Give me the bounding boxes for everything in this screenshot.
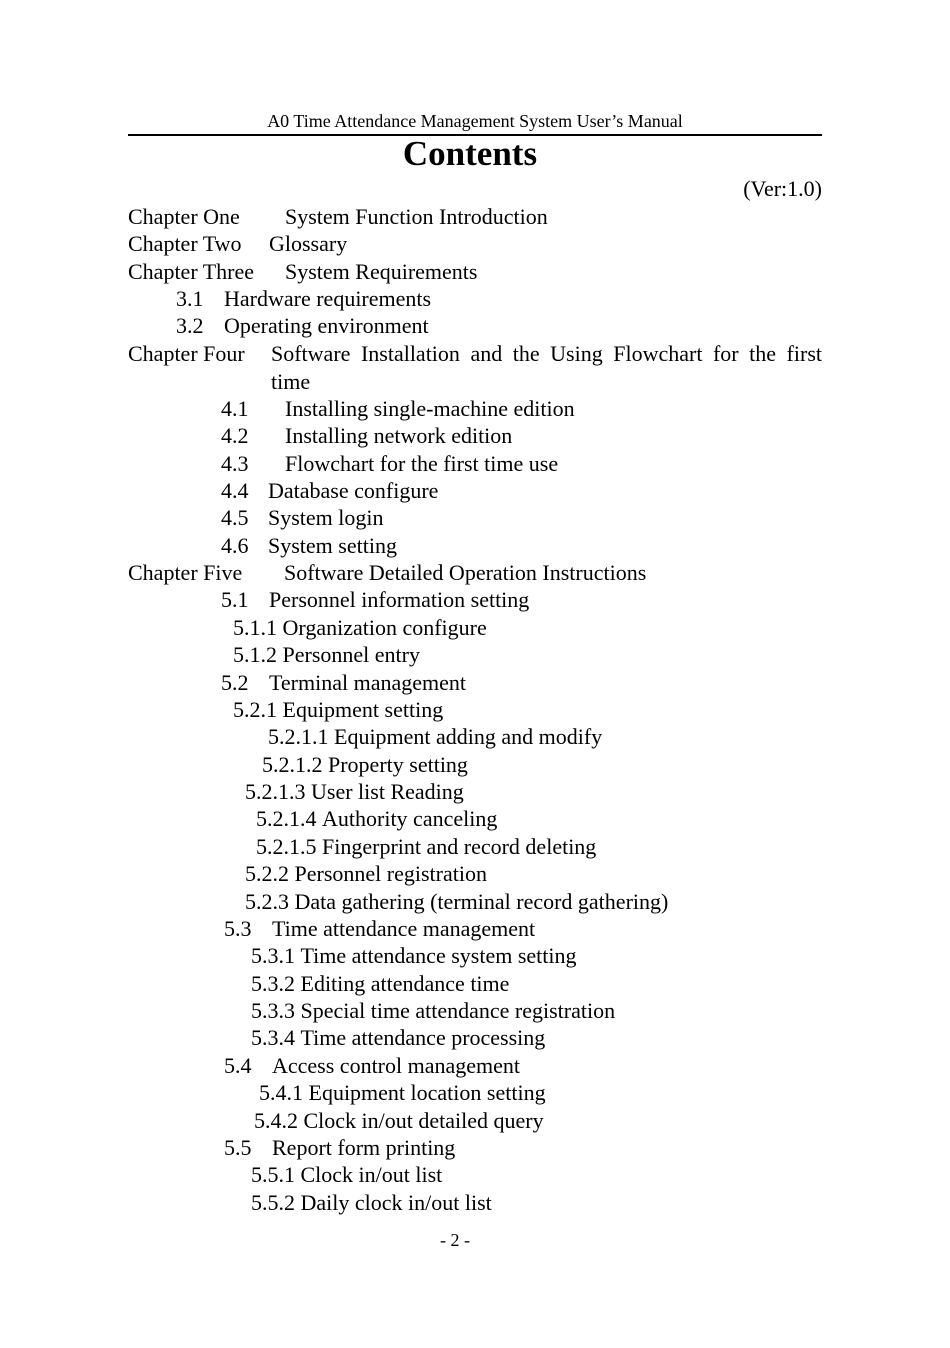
- toc-entry-title: Equipment setting: [282, 697, 444, 722]
- toc-entry-5-1-1[interactable]: [233, 615, 487, 641]
- toc-entry-5-2-1-5[interactable]: [256, 834, 596, 860]
- toc-entry-label: Chapter One: [128, 204, 240, 229]
- toc-entry-4-2[interactable]: [221, 423, 513, 449]
- toc-entry-5-2-1[interactable]: [233, 697, 443, 723]
- toc-entry-label: 4.5: [221, 505, 249, 530]
- toc-entry-title: Equipment location setting: [308, 1080, 546, 1105]
- toc-entry-label: 5.2.1.5: [256, 834, 317, 859]
- toc-entry-label: 5.2.1.4: [256, 806, 317, 831]
- toc-entry-title: System setting: [268, 533, 397, 558]
- toc-entry-5-2-1-4[interactable]: [256, 806, 497, 832]
- toc-entry-title: Property setting: [328, 752, 468, 777]
- toc-entry-chapter-one[interactable]: [128, 204, 548, 230]
- toc-entry-label: 5.3.1: [251, 943, 295, 968]
- toc-entry-title: System Requirements: [285, 259, 478, 284]
- toc-entry-label: Chapter Three: [128, 259, 255, 284]
- toc-entry-label: 4.1: [221, 396, 249, 421]
- toc-entry-chapter-two[interactable]: [128, 231, 348, 257]
- version-label: (Ver:1.0): [743, 176, 822, 201]
- toc-entry-title: Access control management: [272, 1053, 521, 1078]
- toc-entry-label: 5.4.2: [254, 1108, 298, 1133]
- toc-entry-5-2-1-3[interactable]: [245, 779, 464, 805]
- toc-entry-label: 5.5.2: [251, 1190, 295, 1215]
- toc-entry-5-3[interactable]: [224, 916, 536, 942]
- toc-entry-title: Operating environment: [224, 313, 429, 338]
- toc-entry-label: 5.4: [224, 1053, 252, 1078]
- toc-entry-label: 5.2: [221, 670, 249, 695]
- toc-entry-label: 5.5: [224, 1135, 252, 1160]
- toc-entry-title: Data gathering (terminal record gathering): [294, 889, 669, 914]
- toc-entry-label: 5.1: [221, 587, 249, 612]
- toc-entry-title: Daily clock in/out list: [300, 1190, 492, 1215]
- toc-entry-title: Special time attendance registration: [300, 998, 616, 1023]
- toc-entry-title: Time attendance system setting: [300, 943, 577, 968]
- toc-entry-label: 3.2: [176, 313, 204, 338]
- toc-entry-label: 5.4.1: [259, 1080, 303, 1105]
- toc-entry-label: 4.4: [221, 478, 249, 503]
- toc-entry-title: Authority canceling: [322, 806, 498, 831]
- toc-entry-label: 5.5.1: [251, 1162, 295, 1187]
- toc-entry-5-2-2[interactable]: [245, 861, 487, 887]
- toc-entry-5-2-1-2[interactable]: [262, 752, 468, 778]
- toc-entry-title: Personnel registration: [294, 861, 487, 886]
- toc-entry-5-5-2[interactable]: [251, 1190, 492, 1216]
- toc-entry-title: Terminal management: [269, 670, 466, 695]
- toc-entry-title: Hardware requirements: [224, 286, 432, 311]
- toc-entry-label: 5.2.2: [245, 861, 289, 886]
- toc-entry-label: 5.3.4: [251, 1025, 295, 1050]
- toc-entry-5-4[interactable]: [224, 1053, 521, 1079]
- toc-entry-title: Personnel information setting: [269, 587, 530, 612]
- toc-entry-label: 5.2.1.1: [268, 724, 329, 749]
- toc-entry-title: Time attendance processing: [300, 1025, 546, 1050]
- toc-entry-label: 5.1.2: [233, 642, 277, 667]
- toc-entry-label: Chapter Five: [128, 560, 243, 585]
- toc-entry-5-3-1[interactable]: [251, 943, 576, 969]
- toc-entry-title: Editing attendance time: [300, 971, 510, 996]
- toc-entry-title: User list Reading: [311, 779, 464, 804]
- toc-entry-label: 5.3.3: [251, 998, 295, 1023]
- toc-entry-5-5[interactable]: [224, 1135, 456, 1161]
- toc-entry-5-5-1[interactable]: [251, 1162, 442, 1188]
- toc-entry-5-2-3[interactable]: [245, 889, 668, 915]
- toc-entry-label: 5.3: [224, 916, 252, 941]
- toc-entry-title: Database configure: [268, 478, 439, 503]
- toc-entry-chapter-three[interactable]: [128, 259, 478, 285]
- toc-entry-title: Personnel entry: [282, 642, 420, 667]
- toc-entry-label: 5.3.2: [251, 971, 295, 996]
- toc-entry-5-3-4[interactable]: [251, 1025, 545, 1051]
- toc-entry-label: 5.2.3: [245, 889, 289, 914]
- toc-entry-4-4[interactable]: [221, 478, 439, 504]
- toc-entry-title: Flowchart for the first time use: [285, 451, 559, 476]
- toc-entry-label: 3.1: [176, 286, 204, 311]
- toc-entry-title: Report form printing: [272, 1135, 456, 1160]
- toc-entry-5-4-1[interactable]: [259, 1080, 546, 1106]
- toc-entry-label: 5.2.1.3: [245, 779, 306, 804]
- toc-entry-label: Chapter Two: [128, 231, 242, 256]
- toc-entry-chapter-five[interactable]: [128, 560, 647, 586]
- page-number: - 2 -: [440, 1230, 470, 1250]
- toc-entry-title: Clock in/out detailed query: [303, 1108, 544, 1133]
- toc-entry-5-1[interactable]: [221, 587, 530, 613]
- toc-entry-3-1[interactable]: [176, 286, 432, 312]
- page-title: Contents: [402, 134, 538, 173]
- toc-entry-title: Installing single-machine edition: [285, 396, 575, 421]
- toc-entry-3-2[interactable]: [176, 313, 429, 339]
- toc-entry-4-5[interactable]: [221, 505, 384, 531]
- toc-entry-4-3[interactable]: [221, 451, 559, 477]
- toc-entry-title: Organization configure: [282, 615, 487, 640]
- toc-entry-label: 5.1.1: [233, 615, 277, 640]
- toc-entry-5-2-1-1[interactable]: [268, 724, 602, 750]
- toc-entry-5-4-2[interactable]: [254, 1108, 544, 1134]
- toc-entry-label: 5.2.1: [233, 697, 277, 722]
- toc-entry-5-1-2[interactable]: [233, 642, 420, 668]
- toc-entry-chapter-four-title[interactable]: Software Installation and the Using Flowchart for the first time: [271, 341, 822, 394]
- toc-entry-title: Glossary: [269, 231, 348, 256]
- toc-entry-label: 5.2.1.2: [262, 752, 323, 777]
- toc-entry-label: 4.3: [221, 451, 249, 476]
- toc-entry-label: 4.2: [221, 423, 249, 448]
- toc-entry-title: Software Detailed Operation Instructions: [284, 560, 647, 585]
- toc-entry-5-3-2[interactable]: [251, 971, 509, 997]
- toc-entry-title: Clock in/out list: [300, 1162, 443, 1187]
- toc-entry-4-6[interactable]: [221, 533, 397, 559]
- toc-entry-title: System login: [268, 505, 384, 530]
- toc-entry-title: Installing network edition: [285, 423, 513, 448]
- toc-entry-title: Equipment adding and modify: [334, 724, 603, 749]
- toc-entry-title: Time attendance management: [272, 916, 536, 941]
- toc-entry-chapter-four-label[interactable]: Chapter Four: [128, 341, 245, 366]
- toc-entry-5-2[interactable]: [221, 670, 466, 696]
- running-header: A0 Time Attendance Management System User’s Manual: [267, 111, 683, 131]
- toc-entry-title: System Function Introduction: [285, 204, 548, 229]
- toc-entry-title: Fingerprint and record deleting: [322, 834, 597, 859]
- toc-entry-label: 4.6: [221, 533, 249, 558]
- toc-entry-5-3-3[interactable]: [251, 998, 615, 1024]
- toc-entry-4-1[interactable]: [221, 396, 575, 422]
